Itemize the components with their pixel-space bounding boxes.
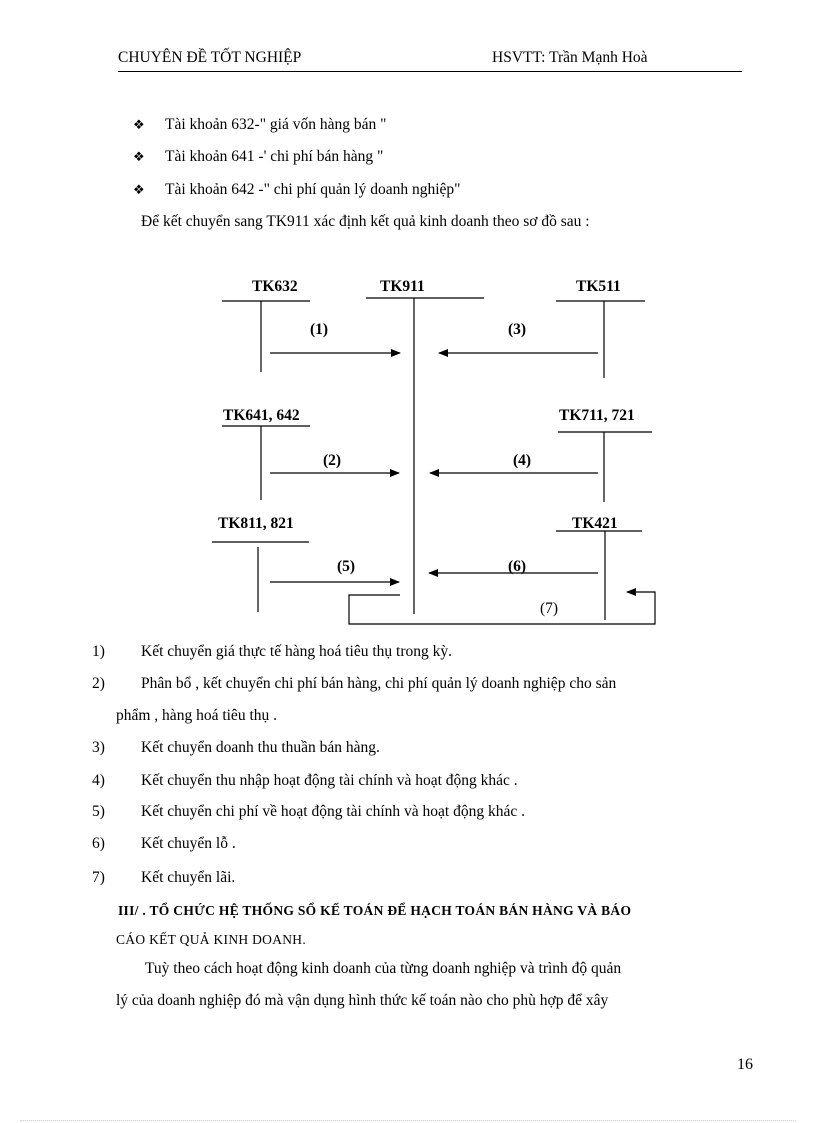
bullet-text: Tài khoản 642 -" chi phí quản lý doanh nghiệp" — [165, 181, 461, 198]
arrow-2-label: (2) — [323, 452, 342, 469]
note-text: Kết chuyển doanh thu thuần bán hàng. — [141, 739, 380, 756]
section-heading-continued: CÁO KẾT QUẢ KINH DOANH. — [116, 932, 307, 947]
arrow-7 — [349, 592, 655, 624]
arrow-7-label: (7) — [540, 600, 559, 617]
header-title: CHUYÊN ĐỀ TỐT NGHIỆP — [118, 49, 302, 66]
note-text: Kết chuyển thu nhập hoạt động tài chính và hoạt động khác . — [141, 772, 518, 789]
tk911-label: TK911 — [380, 278, 425, 295]
tk711-label: TK711, 721 — [559, 407, 635, 424]
note-number: 3) — [92, 739, 105, 756]
bullet-text: Tài khoản 632-" giá vốn hàng bán " — [165, 116, 387, 133]
diamond-bullet-icon: ❖ — [133, 149, 145, 164]
note-number: 2) — [92, 675, 105, 692]
note-number: 1) — [92, 643, 105, 660]
tk511-label: TK511 — [576, 278, 621, 295]
arrow-5-label: (5) — [337, 558, 356, 575]
diamond-bullet-icon: ❖ — [133, 117, 145, 132]
body-paragraph: Tuỳ theo cách hoạt động kinh doanh của từng doanh nghiệp và trình độ quản — [145, 960, 622, 977]
note-text: Kết chuyển chi phí về hoạt động tài chính và hoạt động khác . — [141, 803, 525, 820]
arrow-6-label: (6) — [508, 558, 527, 575]
note-number: 7) — [92, 869, 105, 886]
note-text-continued: phẩm , hàng hoá tiêu thụ . — [116, 707, 277, 724]
arrow-3-label: (3) — [508, 321, 527, 338]
arrow-1-label: (1) — [310, 321, 329, 338]
body-paragraph-continued: lý của doanh nghiệp đó mà vận dụng hình thức kế toán nào cho phù hợp để xây — [116, 992, 609, 1009]
note-text: Kết chuyển lỗ . — [141, 835, 236, 852]
tk811-label: TK811, 821 — [218, 515, 294, 532]
footer-divider — [20, 1120, 796, 1121]
note-number: 6) — [92, 835, 105, 852]
note-number: 5) — [92, 803, 105, 820]
note-text: Kết chuyển lãi. — [141, 869, 236, 886]
note-text: Phân bổ , kết chuyển chi phí bán hàng, chi phí quản lý doanh nghiệp cho sản — [141, 675, 617, 692]
section-heading: III/ . TỔ CHỨC HỆ THỐNG SỔ KẾ TOÁN ĐỂ HẠCH TOÁN BÁN HÀNG VÀ BÁO — [118, 903, 632, 918]
tk632-label: TK632 — [252, 278, 298, 295]
bullet-text: Tài khoản 641 -' chi phí bán hàng " — [165, 148, 384, 165]
tk421-label: TK421 — [572, 515, 618, 532]
intro-text: Để kết chuyển sang TK911 xác định kết quả kinh doanh theo sơ đồ sau : — [141, 213, 590, 230]
diamond-bullet-icon: ❖ — [133, 182, 145, 197]
header-author: HSVTT: Trần Mạnh Hoà — [492, 49, 648, 66]
note-text: Kết chuyển giá thực tế hàng hoá tiêu thụ trong kỳ. — [141, 643, 452, 660]
note-number: 4) — [92, 772, 105, 789]
page-number: 16 — [737, 1056, 753, 1073]
tk641-label: TK641, 642 — [223, 407, 300, 424]
arrow-4-label: (4) — [513, 452, 532, 469]
